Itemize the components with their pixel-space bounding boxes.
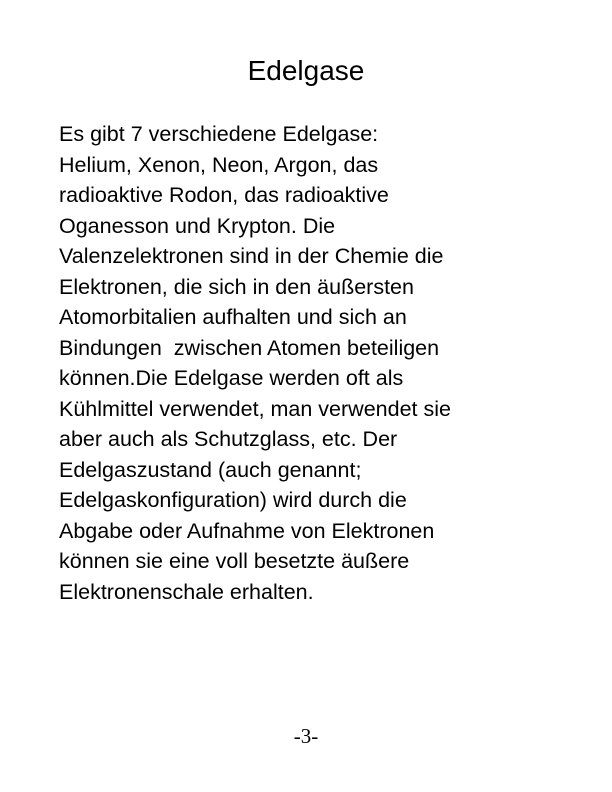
- body-line: Helium, Xenon, Neon, Argon, das: [59, 152, 379, 177]
- body-line: Edelgaskonfiguration) wird durch die: [59, 488, 407, 512]
- body-line: aber auch als Schutzglass, etc. Der: [59, 427, 398, 451]
- body-line: Es gibt 7 verschiedene Edelgase:: [59, 122, 379, 146]
- body-line: Atomorbitalien aufhalten und sich an: [59, 305, 407, 329]
- body-line: Valenzelektronen sind in der Chemie die: [59, 244, 444, 268]
- page-title: Edelgase: [247, 55, 365, 86]
- body-line: Abgabe oder Aufnahme von Elektronen: [59, 518, 435, 543]
- body-line: Elektronenschale erhalten.: [59, 579, 314, 604]
- body-line: Oganesson und Krypton. Die: [59, 213, 336, 238]
- body-paragraph: [59, 119, 589, 607]
- body-line: Bindungen zwischen Atomen beteiligen: [59, 335, 440, 360]
- body-line: radioaktive Rodon, das radioaktive: [59, 183, 389, 207]
- body-line: können.Die Edelgase werden oft als: [59, 366, 404, 390]
- body-line: können sie eine voll besetzte äußere: [59, 549, 410, 573]
- body-line: Edelgaszustand (auch genannt;: [59, 457, 362, 482]
- page-number: -3-: [293, 724, 319, 748]
- body-line: Kühlmittel verwendet, man verwendet sie: [59, 396, 451, 421]
- body-line: Elektronen, die sich in den äußersten: [59, 274, 414, 299]
